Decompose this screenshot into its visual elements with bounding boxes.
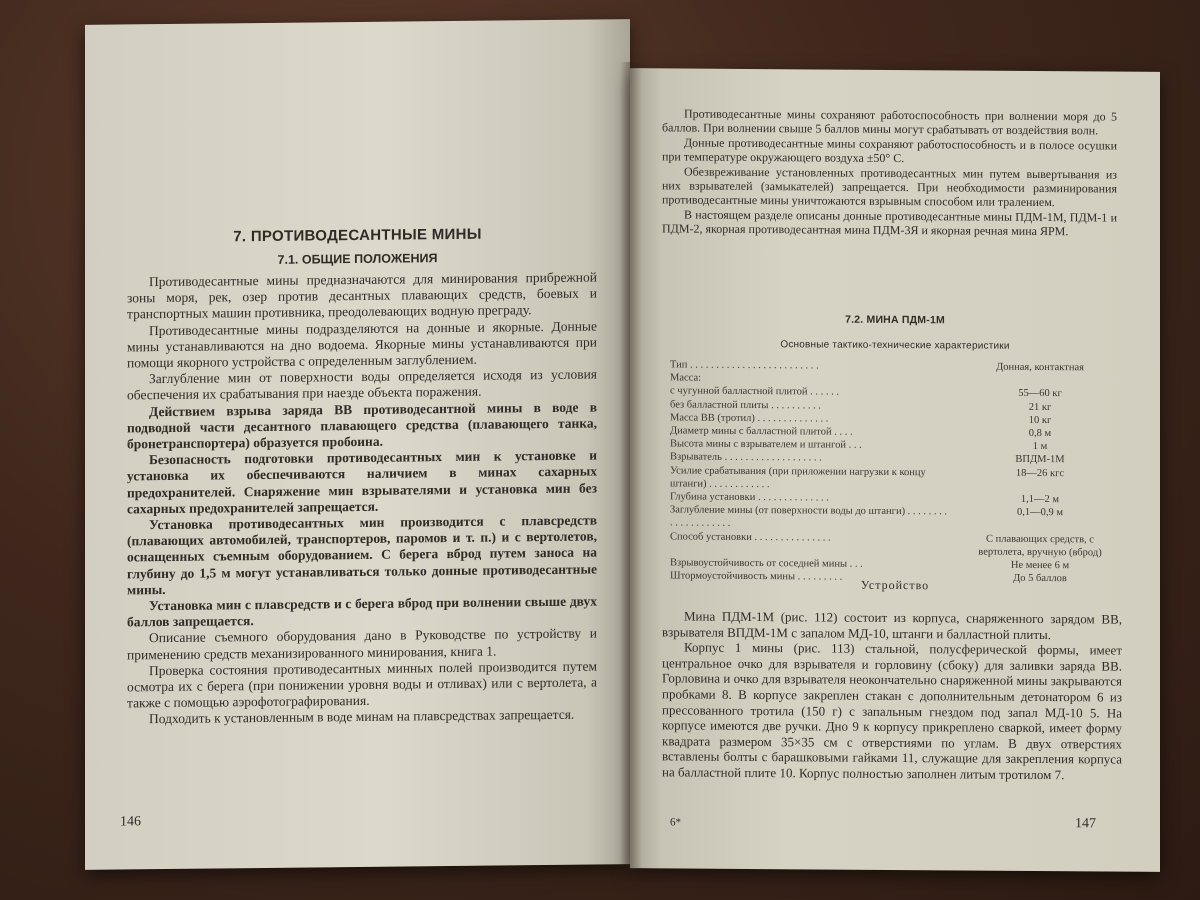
spec-value: 1,1—2 м: [1020, 493, 1060, 506]
paragraph: Противодесантные мины подразделяются на донные и якорные. Донные мины устанавливаются на дно водоема. Якорные мины устанавливаются при помощи якорного устройства с определенным заглублением.: [127, 318, 597, 371]
paragraph: Заглубление мин от поверхности воды определяется исходя из условия обеспечения их срабатывания при наезде объекта поражения.: [127, 366, 597, 403]
paragraph: Проверка состояния противодесантных минных полей производится путем осмотра их с берега (при понижении уровня воды и отливах) или с вертолета, а также с помощью аэрофотографирования.: [127, 658, 597, 711]
specs-table: [670, 358, 1115, 586]
spec-value: 21 кг: [1028, 401, 1052, 413]
subsection-title: Устройство: [860, 577, 930, 593]
spec-value: С плавающих средств, с вертолета, вручную (вброд): [978, 533, 1102, 559]
spec-value: До 5 баллов: [1013, 573, 1067, 585]
left-page: [85, 19, 630, 870]
table-title: Основные тактико-технические характеристики: [780, 339, 1010, 352]
open-book: [85, 22, 1170, 882]
spec-row: [670, 530, 1115, 560]
right-page: [630, 68, 1160, 872]
paragraph: Мина ПДМ-1М (рис. 112) состоит из корпуса, снаряженного зарядом ВВ, взрывателя ВПДМ-1М с запалом МД-10, штанги и балластной плиты.: [662, 608, 1122, 642]
left-body-text: [127, 269, 597, 728]
paragraph: Подходить к установленным в воде минам на плавсредствах запрещается.: [149, 707, 575, 727]
spec-value: 10 кг: [1028, 414, 1052, 426]
spec-key: Заглубление мины (от поверхности воды до штанги) . . . . . . . . . . . . . . . . . . . .: [670, 504, 948, 530]
spec-value: 0,1—0,9 м: [1016, 507, 1064, 519]
spec-value: 18—26 кгс: [1015, 467, 1065, 479]
paragraph: Описание съемного оборудования дано в Руководстве по устройству и применению средств механизированного минирования, книга 1.: [127, 625, 597, 663]
spec-key: Глубина установки . . . . . . . . . . . . . .: [670, 491, 829, 504]
right-top-text: [662, 106, 1117, 239]
spec-key: без балластной плиты . . . . . . . . . .: [670, 399, 821, 412]
paragraph: Противодесантные мины предназначаются для минирования прибрежной зоны моря, рек, озер против десантных плавающих средств, боевых и транспортных машин противника, преодолевающих водную преграду.: [127, 269, 597, 322]
paragraph: Обезвреживание установленных противодесантных мин путем вывертывания из них взрывателей (замыкателей) запрещается. При необходимости разминирования противодесантные мины уничтожаются взрывным способом или тралением.: [662, 164, 1117, 210]
spec-key: Способ установки . . . . . . . . . . . . . . .: [670, 531, 831, 544]
spec-key: Усилие срабатывания (при приложении нагрузки к концу штанги) . . . . . . . . . . . .: [670, 465, 926, 490]
page-number-right: 147: [1075, 816, 1096, 832]
paragraph: В настоящем разделе описаны донные противодесантные мины ПДМ-1М, ПДМ-1 и ПДМ-2, якорная противодесантная мина ПДМ-3Я и якорная речная мина ЯРМ.: [662, 207, 1117, 239]
section-title: 7.1. ОБЩИЕ ПОЛОЖЕНИЯ: [277, 251, 438, 267]
spec-key: Взрыватель . . . . . . . . . . . . . . . . . . .: [670, 451, 822, 464]
paragraph: Безопасность подготовки противодесантных мин к установке и установка их обеспечиваются наличием в минах сахарных предохранителей. Снаряжение мин взрывателями и установка мин без сахарных предохранителей запрещается.: [127, 447, 597, 517]
spec-value: 1 м: [1032, 441, 1048, 453]
spec-key: Высота мины с взрывателем и штангой . . .: [670, 438, 862, 451]
section-title: 7.2. МИНА ПДМ-1М: [845, 313, 945, 327]
paragraph: Донные противодесантные мины сохраняют работоспособность и в полосе осушки при температуре окружающего воздуха ±50° С.: [662, 135, 1117, 166]
spec-key: Диаметр мины с балластной плитой . . . .: [670, 425, 853, 438]
paragraph: Установка противодесантных мин производится с плавсредств (плавающих автомобилей, транспортеров, паромов и т. п.) и с вертолетов, оснащенных съемным оборудованием. С берега вброд путем заноса на глубину до 1,5 м могут устанавливаться только донные противодесантные мины.: [127, 512, 597, 598]
spec-key: Масса ВВ (тротил) . . . . . . . . . . . . . .: [670, 412, 829, 425]
paragraph: Противодесантные мины сохраняют работоспособность при волнении моря до 5 баллов. При волнении свыше 5 баллов мины могут срабатывать от воздействия волн.: [662, 106, 1117, 138]
spec-value: 0,8 м: [1028, 427, 1052, 440]
paragraph: Действием взрыва заряда ВВ противодесантной мины в воде в подводной части десантного плавающего средства (плавающего танка, бронетранспортера) образуется пробоина.: [127, 399, 597, 452]
page-number-left: 146: [120, 814, 141, 830]
spec-key: Взрывоустойчивость от соседней мины . . .: [670, 557, 863, 570]
spec-key: Тип . . . . . . . . . . . . . . . . . . . . . . . . .: [670, 359, 819, 372]
spec-key: Масса:: [670, 372, 702, 384]
spec-value: [965, 374, 1115, 388]
paragraph: Установка мин с плавсредств и с берега вброд при волнении свыше двух баллов запрещается.: [127, 593, 597, 630]
spec-value: ВПДМ-1М: [1015, 454, 1065, 466]
spec-row: [670, 504, 1115, 534]
spec-key: Штормоустойчивость мины . . . . . . . . .: [670, 570, 843, 583]
right-bottom-text: [662, 608, 1122, 783]
chapter-title: 7. ПРОТИВОДЕСАНТНЫЕ МИНЫ: [233, 225, 482, 246]
paragraph: Корпус 1 мины (рис. 113) стальной, полусферической формы, имеет центральное очко для взрывателя и горловину (сбоку) для заливки заряда ВВ. Горловина и очко для взрывателя неокончательно снаряженной мины закрываются пробками 8. В корпусе закреплен стакан с дополнительным детонатором 6 из прессованного тротила (150 г) с запальным гнездом под запал МД-10 5. На корпусе имеются две ручки. Дно 9 к корпусу прикреплено сваркой, имеет форму квадрата размером 35×35 см с отверстиями по углам. В двух отверстиях вставлены болты с барашковыми гайками 11, служащие для закрепления корпуса на балластной плите 10. Корпус полностью заполнен литым тротилом 7.: [662, 639, 1122, 783]
spec-row: [670, 464, 1115, 494]
book-spine-fold: [620, 62, 642, 872]
spec-value: Донная, контактная: [996, 361, 1084, 374]
signature-mark: 6*: [670, 816, 681, 829]
spec-value: Не менее 6 м: [1010, 559, 1070, 572]
spec-key: с чугунной балластной плитой . . . . . .: [670, 385, 839, 399]
spec-value: 55—60 кг: [1018, 388, 1062, 400]
